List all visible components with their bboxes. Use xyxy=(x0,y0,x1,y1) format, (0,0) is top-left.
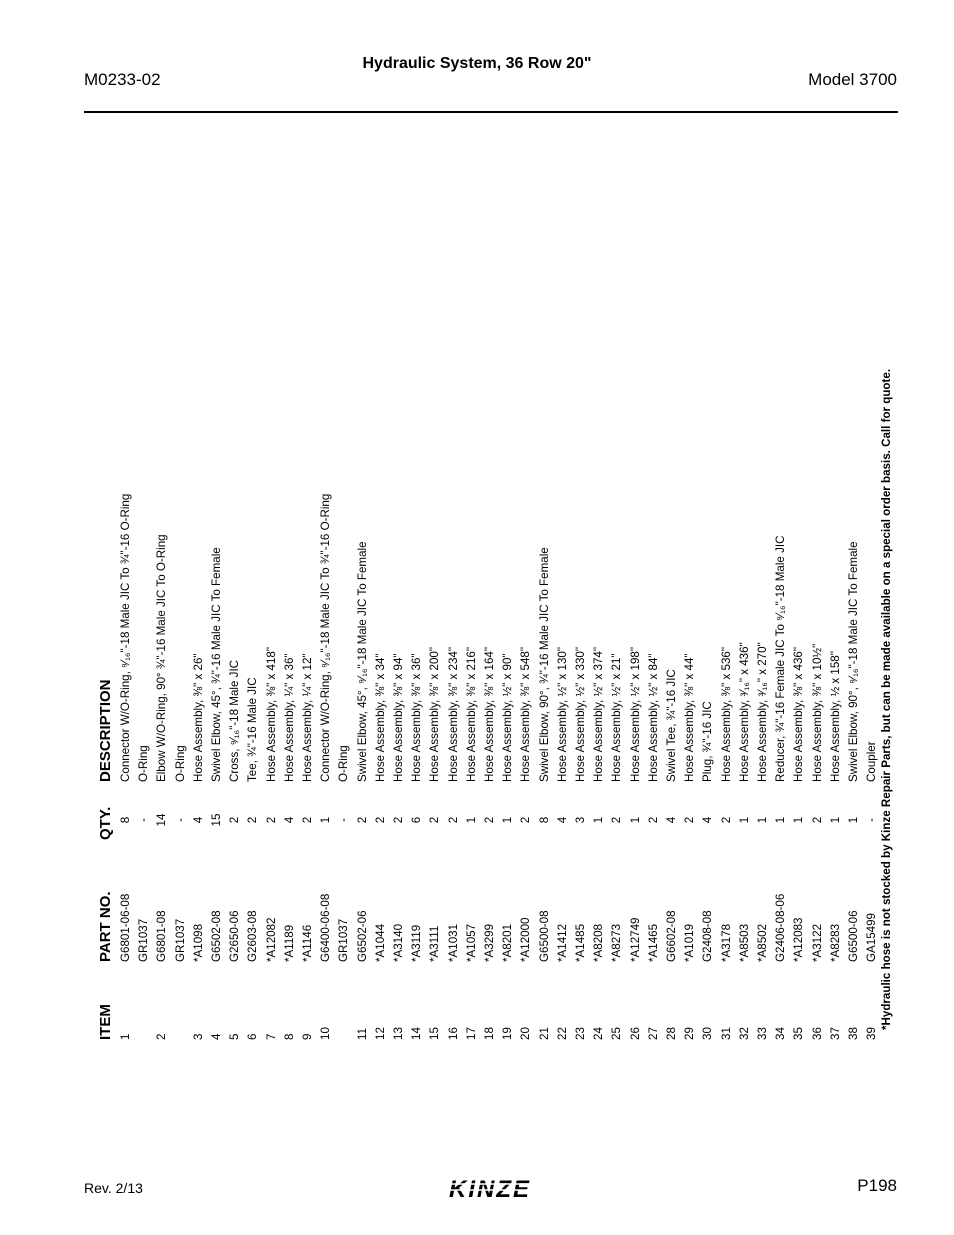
cell-item: 17 xyxy=(464,1027,478,1040)
cell-description: Hose Assembly, ⅜" x 36" xyxy=(410,653,424,782)
cell-description: Hose Assembly, ½" x 330" xyxy=(574,647,587,782)
cell-part-no: *A8208 xyxy=(592,923,606,962)
cell-part-no: *A8273 xyxy=(610,923,624,962)
cell-description: O-Ring xyxy=(337,745,351,782)
cell-qty: 1 xyxy=(737,816,751,824)
cell-qty: - xyxy=(173,818,187,822)
cell-description: Hose Assembly, ⅜" x 216" xyxy=(464,647,478,782)
cell-part-no: G6502-06 xyxy=(355,910,369,962)
cell-item: 25 xyxy=(610,1027,624,1040)
cell-description: Hose Assembly, ⅜" x 94" xyxy=(392,653,405,782)
cell-part-no: *A1146 xyxy=(301,924,314,962)
cell-qty: 2 xyxy=(446,816,460,824)
cell-description: Hose Assembly, ⅜" x 10½" xyxy=(810,643,824,782)
cell-description: Hose Assembly, ⅜" x 26" xyxy=(191,653,205,782)
cell-qty: 1 xyxy=(756,816,769,824)
cell-description: Hose Assembly, ½" x 90" xyxy=(501,653,515,782)
cell-item: 30 xyxy=(701,1027,715,1040)
cell-part-no: *A1485 xyxy=(574,923,587,962)
cell-part-no: G2408-08 xyxy=(701,910,715,962)
cell-part-no: GR1037 xyxy=(173,918,187,962)
cell-part-no: G6801-06-08 xyxy=(119,893,132,962)
cell-description: O-Ring xyxy=(173,745,187,782)
cell-part-no: *A1412 xyxy=(555,923,569,962)
cell-description: Connector W/O-Ring, ⁹⁄₁₆"-18 Male JIC To ¾"-16 O-Ring xyxy=(319,493,333,782)
cell-item: 18 xyxy=(483,1027,496,1040)
cell-item: 7 xyxy=(264,1033,278,1040)
cell-part-no: *A12083 xyxy=(792,917,806,962)
cell-description: Hose Assembly, ½" x 84" xyxy=(646,653,660,782)
cell-item: 39 xyxy=(865,1027,879,1040)
cell-part-no: *A1098 xyxy=(191,923,205,962)
cell-description: Hose Assembly, ½" x 198" xyxy=(628,647,642,782)
cell-item: 22 xyxy=(555,1027,569,1040)
cell-item: 5 xyxy=(228,1033,242,1040)
cell-item: 31 xyxy=(719,1027,733,1040)
cell-item: 10 xyxy=(319,1027,333,1040)
cell-qty: 1 xyxy=(501,816,515,824)
cell-qty: 8 xyxy=(119,816,132,824)
cell-qty: 1 xyxy=(464,816,478,824)
cell-qty: - xyxy=(137,818,151,822)
cell-part-no: *A1044 xyxy=(373,923,387,962)
cell-qty: 4 xyxy=(665,816,678,824)
cell-item: 29 xyxy=(683,1027,697,1040)
cell-qty: 2 xyxy=(646,816,660,824)
cell-item: 32 xyxy=(737,1027,751,1040)
cell-qty: 1 xyxy=(847,816,860,824)
column-header-part-no: PART NO. xyxy=(97,891,114,962)
cell-description: Elbow W/O-Ring, 90° ¾"-16 Male JIC To O-Ring xyxy=(155,534,169,782)
cell-item: 1 xyxy=(119,1033,132,1040)
cell-qty: 2 xyxy=(810,816,824,824)
cell-item: 19 xyxy=(501,1027,515,1040)
cell-item: 21 xyxy=(537,1027,551,1040)
cell-part-no: G6602-08 xyxy=(665,910,678,962)
column-header-item: ITEM xyxy=(97,1004,114,1040)
cell-item: 4 xyxy=(210,1033,223,1040)
cell-description: Hose Assembly, ½ x 158" xyxy=(828,651,842,782)
cell-description: O-Ring xyxy=(137,745,151,782)
cell-qty: 4 xyxy=(282,816,296,824)
cell-item: 16 xyxy=(446,1027,460,1040)
cell-description: Hose Assembly, ³⁄₁₆" x 436" xyxy=(737,642,751,782)
cell-description: Hose Assembly, ⅜" x 44" xyxy=(683,653,697,782)
kinze-logo xyxy=(430,1174,550,1204)
cell-item: 37 xyxy=(828,1027,842,1040)
cell-description: Swivel Elbow, 45°, ¾"-16 Male JIC To Female xyxy=(210,547,223,782)
cell-description: Hose Assembly, ½" x 374" xyxy=(592,647,606,782)
cell-description: Swivel Tee, ¾"-16 JIC xyxy=(665,669,678,782)
cell-description: Reducer, ¾"-16 Female JIC To ⁹⁄₁₆"-18 Male JIC xyxy=(774,535,788,782)
cell-part-no: *A1031 xyxy=(446,923,460,962)
column-header-qty: QTY. xyxy=(97,806,114,840)
header-divider xyxy=(84,111,898,113)
cell-part-no: G6400-06-08 xyxy=(319,893,333,962)
cell-item: 6 xyxy=(246,1033,260,1040)
cell-qty: 2 xyxy=(301,816,314,824)
cell-part-no: *A1019 xyxy=(683,923,697,962)
cell-item: 9 xyxy=(301,1033,314,1040)
cell-qty: 2 xyxy=(483,816,496,824)
column-header-description: DESCRIPTION xyxy=(97,679,114,782)
revision-label: Rev. 2/13 xyxy=(84,1180,143,1196)
cell-part-no: *A8201 xyxy=(501,923,515,962)
page-number: P198 xyxy=(857,1176,897,1195)
cell-description: Tee, ¾"-16 Male JIC xyxy=(246,677,260,782)
cell-qty: 2 xyxy=(519,816,533,824)
cell-item: 2 xyxy=(155,1033,169,1040)
cell-qty: 2 xyxy=(264,816,278,824)
cell-qty: 8 xyxy=(537,816,551,824)
cell-qty: 2 xyxy=(373,816,387,824)
cell-item: 12 xyxy=(373,1027,387,1040)
cell-description: Hose Assembly, ⅜" x 536" xyxy=(719,647,733,782)
cell-qty: 2 xyxy=(683,816,697,824)
cell-description: Hose Assembly, ⅜" x 436" xyxy=(792,647,806,782)
cell-part-no: *A8502 xyxy=(756,923,769,962)
cell-part-no: G6801-08 xyxy=(155,910,169,962)
cell-part-no: *A8283 xyxy=(828,923,842,962)
cell-item: 34 xyxy=(774,1027,788,1040)
cell-item: 14 xyxy=(410,1027,424,1040)
cell-qty: 1 xyxy=(792,816,806,824)
cell-qty: 1 xyxy=(828,816,842,824)
model-label: Model 3700 xyxy=(808,70,897,89)
cell-part-no: GR1037 xyxy=(137,918,151,962)
cell-part-no: *A1057 xyxy=(464,923,478,962)
cell-qty: 1 xyxy=(774,816,788,824)
cell-qty: 1 xyxy=(319,816,333,824)
cell-part-no: *A3140 xyxy=(392,923,405,962)
cell-item: 11 xyxy=(355,1027,369,1040)
cell-qty: 6 xyxy=(410,816,424,824)
cell-description: Cross, ⁹⁄₁₆"-18 Male JIC xyxy=(228,659,242,782)
cell-description: Swivel Elbow, 90°, ⁹⁄₁₆"-18 Male JIC To Female xyxy=(847,541,860,782)
cell-item: 35 xyxy=(792,1027,806,1040)
cell-description: Hose Assembly, ⅜" x 164" xyxy=(483,647,496,782)
cell-part-no: G2603-08 xyxy=(246,910,260,962)
cell-description: Plug, ¾"-16 JIC xyxy=(701,701,715,782)
cell-part-no: *A12082 xyxy=(264,917,278,962)
cell-description: Hose Assembly, ½" x 130" xyxy=(555,647,569,782)
document-number: M0233-02 xyxy=(84,70,161,89)
cell-item: 23 xyxy=(574,1027,587,1040)
cell-item: 38 xyxy=(847,1027,860,1040)
cell-description: Hose Assembly, ⅜" x 34" xyxy=(373,653,387,782)
cell-item: 13 xyxy=(392,1027,405,1040)
cell-description: Hose Assembly, ⅜" x 200" xyxy=(428,647,442,782)
cell-part-no: *A3122 xyxy=(810,923,824,962)
cell-item: 33 xyxy=(756,1027,769,1040)
cell-item: 28 xyxy=(665,1027,678,1040)
cell-part-no: *A1189 xyxy=(282,924,296,962)
cell-part-no: GR1037 xyxy=(337,918,351,962)
cell-part-no: *A12000 xyxy=(519,917,533,962)
cell-item: 3 xyxy=(191,1033,205,1040)
cell-qty: - xyxy=(337,818,351,822)
cell-item: 20 xyxy=(519,1027,533,1040)
cell-qty: 4 xyxy=(191,816,205,824)
cell-qty: 3 xyxy=(574,816,587,824)
cell-part-no: G2650-06 xyxy=(228,910,242,962)
cell-part-no: *A3299 xyxy=(483,923,496,962)
cell-item: 24 xyxy=(592,1027,606,1040)
cell-description: Connector W/O-Ring, ⁹⁄₁₆"-18 Male JIC To ¾"-16 O-Ring xyxy=(119,493,132,782)
cell-description: Hose Assembly, ¼" x 12" xyxy=(301,653,314,782)
cell-part-no: G2406-08-06 xyxy=(774,893,788,962)
footnote: *Hydraulic hose is not stocked by Kinze Repair Parts, but can be made available on a special order basis. Call for quote. xyxy=(880,368,893,1030)
cell-part-no: *A3119 xyxy=(410,924,424,962)
cell-item: 27 xyxy=(646,1027,660,1040)
cell-qty: 4 xyxy=(555,816,569,824)
cell-part-no: *A3178 xyxy=(719,923,733,962)
cell-description: Hose Assembly, ⅜" x 548" xyxy=(519,647,533,782)
cell-description: Coupler xyxy=(865,741,879,782)
cell-qty: 1 xyxy=(592,816,606,824)
cell-qty: 2 xyxy=(719,816,733,824)
kinze-logo-text: KINZE xyxy=(449,1176,531,1203)
cell-part-no: *A12749 xyxy=(628,917,642,962)
cell-part-no: G6502-08 xyxy=(210,910,223,962)
cell-item: 26 xyxy=(628,1027,642,1040)
page-title: Hydraulic System, 36 Row 20" xyxy=(362,55,592,72)
cell-part-no: *A3111 xyxy=(428,925,442,962)
cell-description: Swivel Elbow, 90°, ¾"-16 Male JIC To Female xyxy=(537,547,551,782)
cell-qty: 2 xyxy=(246,816,260,824)
cell-qty: 15 xyxy=(210,813,223,827)
cell-qty: 2 xyxy=(392,816,405,824)
cell-qty: 2 xyxy=(610,816,624,824)
cell-qty: 1 xyxy=(628,816,642,824)
cell-description: Hose Assembly, ½" x 21" xyxy=(610,653,624,782)
cell-part-no: GA15499 xyxy=(865,913,879,962)
cell-qty: - xyxy=(865,818,879,822)
cell-part-no: G6500-06 xyxy=(847,910,860,962)
parts-table xyxy=(96,210,946,1040)
cell-qty: 2 xyxy=(355,816,369,824)
cell-description: Hose Assembly, ¼" x 36" xyxy=(282,653,296,782)
cell-item: 8 xyxy=(282,1033,296,1040)
cell-qty: 2 xyxy=(228,816,242,824)
cell-description: Hose Assembly, ³⁄₁₆" x 270" xyxy=(756,642,769,782)
cell-item: 36 xyxy=(810,1027,824,1040)
cell-part-no: *A8503 xyxy=(737,923,751,962)
cell-qty: 14 xyxy=(155,813,169,827)
cell-item: 15 xyxy=(428,1027,442,1040)
cell-description: Swivel Elbow, 45°, ⁹⁄₁₆"-18 Male JIC To Female xyxy=(355,541,369,782)
cell-description: Hose Assembly, ⅜" x 418" xyxy=(264,647,278,782)
cell-qty: 2 xyxy=(428,816,442,824)
cell-part-no: *A1465 xyxy=(646,923,660,962)
cell-description: Hose Assembly, ⅜" x 234" xyxy=(446,647,460,782)
cell-part-no: G6500-08 xyxy=(537,910,551,962)
cell-qty: 4 xyxy=(701,816,715,824)
